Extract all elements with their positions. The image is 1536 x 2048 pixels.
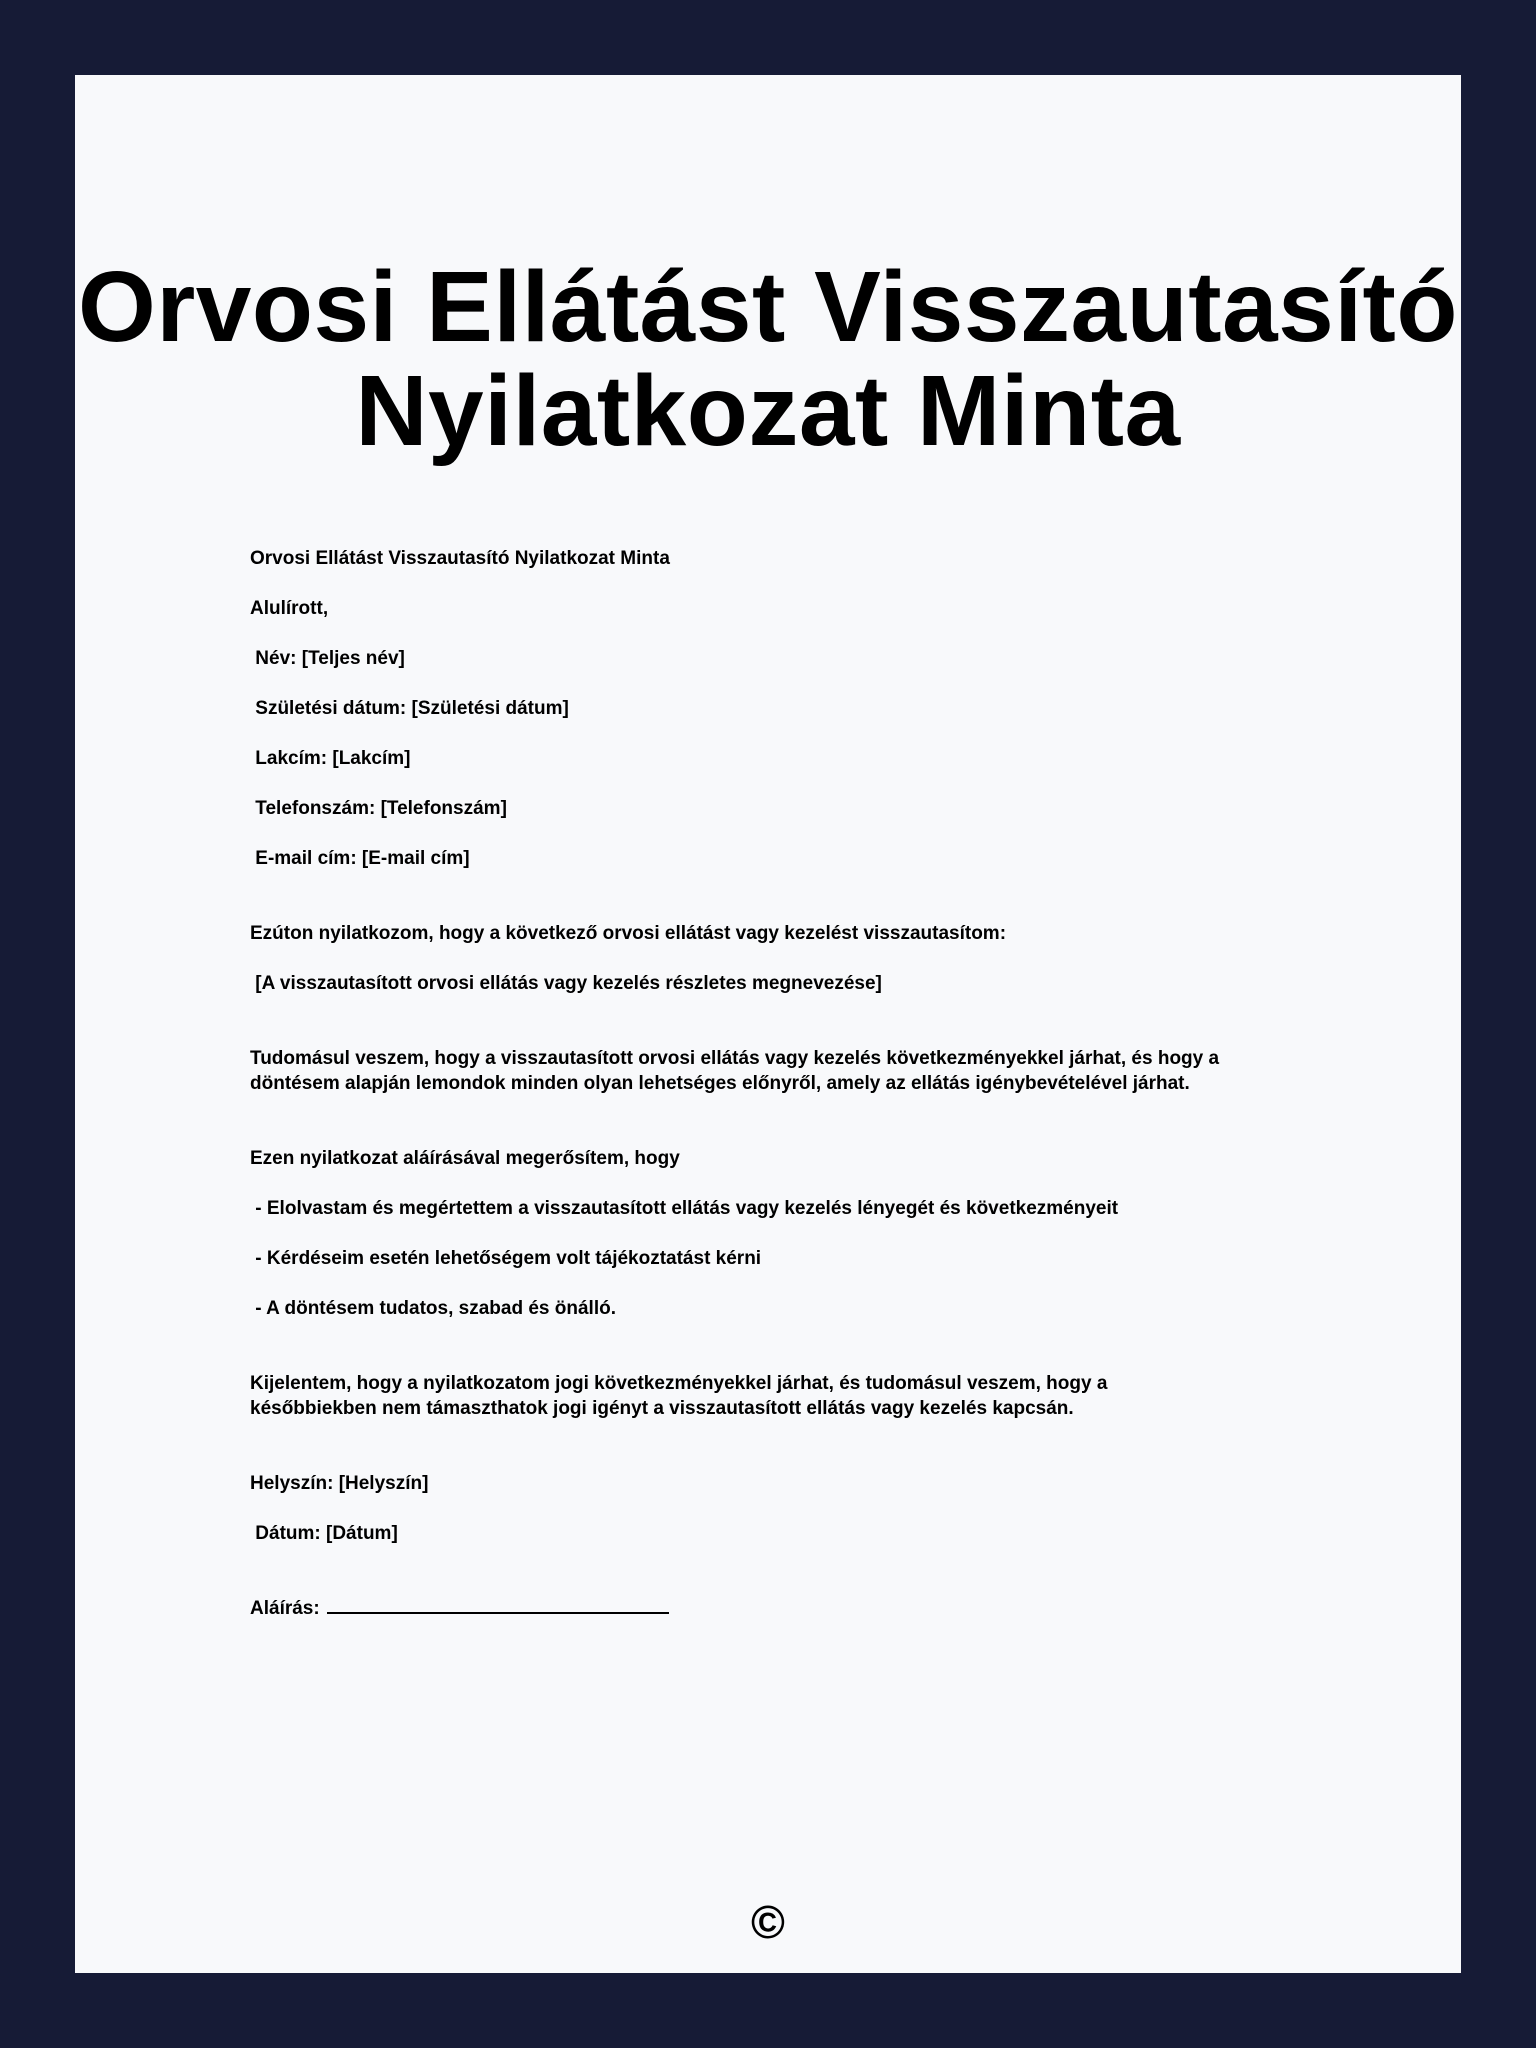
acknowledgement-line-2: döntésem alapján lemondok minden olyan lehetséges előnyről, amely az ellátás igénybevételével járhat. (250, 1073, 1190, 1094)
confirmation-item: - A döntésem tudatos, szabad és önálló. (250, 1298, 616, 1319)
copyright-icon: © (751, 1896, 785, 1948)
signature-label: Aláírás: (250, 1598, 320, 1619)
title-line-1: Orvosi Ellátást Visszautasító (78, 251, 1458, 363)
confirmation-intro: Ezen nyilatkozat aláírásával megerősítem, hogy (250, 1148, 680, 1169)
treatment-placeholder: [A visszautasított orvosi ellátás vagy kezelés részletes megnevezése] (250, 973, 882, 994)
field-address: Lakcím: [Lakcím] (250, 748, 411, 769)
date-field: Dátum: [Dátum] (250, 1523, 398, 1544)
signature-line (327, 1598, 669, 1614)
declaration-text: Ezúton nyilatkozom, hogy a következő orvosi ellátást vagy kezelést visszautasítom: (250, 923, 1007, 944)
confirmation-item: - Elolvastam és megértettem a visszautasított ellátás vagy kezelés lényegét és következményeit (250, 1198, 1119, 1219)
document-page (75, 75, 1461, 1973)
place-field: Helyszín: [Helyszín] (250, 1473, 429, 1494)
field-birth-date: Születési dátum: [Születési dátum] (250, 698, 569, 719)
signature-row (250, 1596, 1370, 1621)
document-subtitle: Orvosi Ellátást Visszautasító Nyilatkozat Minta (250, 548, 670, 569)
field-email: E-mail cím: [E-mail cím] (250, 848, 470, 869)
field-name: Név: [Teljes név] (250, 648, 405, 669)
title-line-2: Nyilatkozat Minta (355, 355, 1181, 467)
confirmation-item: - Kérdéseim esetén lehetőségem volt tájékoztatást kérni (250, 1248, 762, 1269)
field-phone: Telefonszám: [Telefonszám] (250, 798, 507, 819)
intro-text: Alulírott, (250, 598, 329, 619)
legal-line-1: Kijelentem, hogy a nyilatkozatom jogi következményekkel járhat, és tudomásul veszem, hogy a (250, 1373, 1108, 1394)
document-title (75, 251, 1461, 467)
legal-line-2: későbbiekben nem támaszthatok jogi igényt a visszautasított ellátás vagy kezelés kapcsán. (250, 1398, 1074, 1419)
acknowledgement-line-1: Tudomásul veszem, hogy a visszautasított orvosi ellátás vagy kezelés következményekkel járhat, és hogy a (250, 1048, 1220, 1069)
document-body (250, 546, 1370, 1621)
